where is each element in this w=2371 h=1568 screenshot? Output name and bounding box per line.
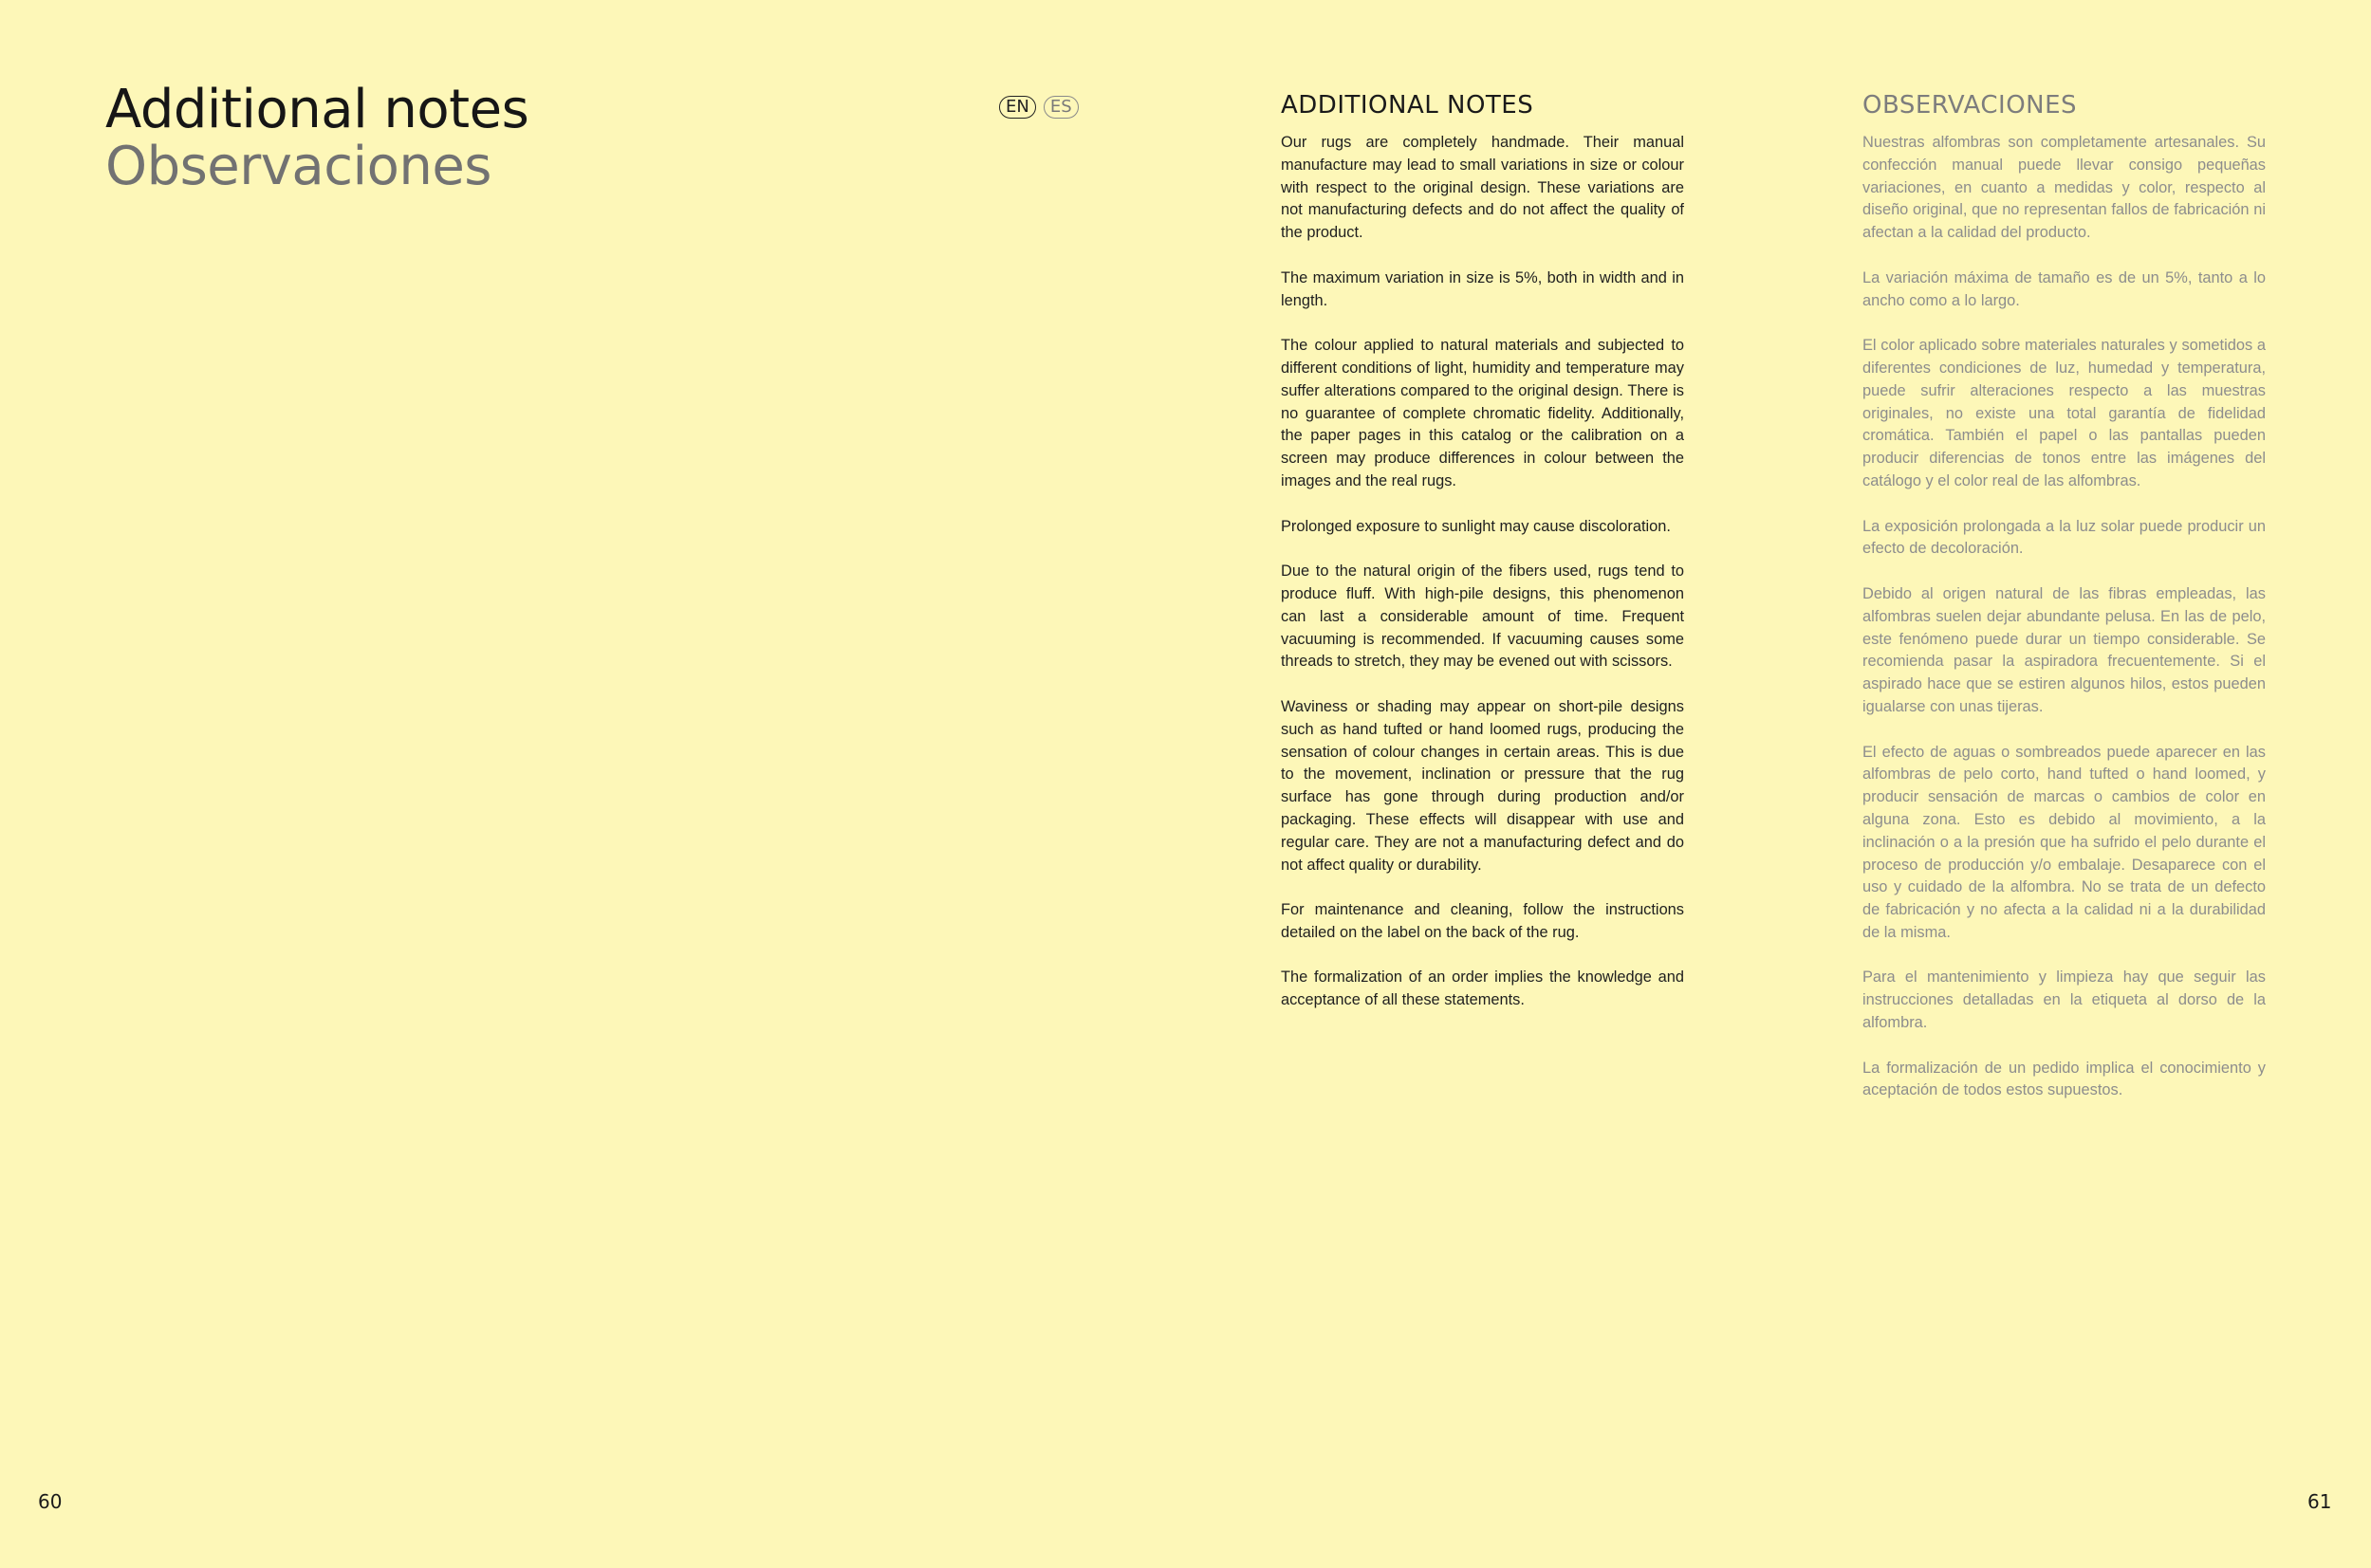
english-notes-column — [1281, 91, 1684, 1035]
spanish-paragraph-size-variation: La variación máxima de tamaño es de un 5%, tanto a lo ancho como a lo largo. — [1862, 268, 2266, 309]
spanish-paragraph-order-acceptance: La formalización de un pedido implica el conocimiento y aceptación de todos estos supuestos. — [1862, 1059, 2266, 1099]
spanish-paragraph-handmade: Nuestras alfombras son completamente artesanales. Su confección manual puede llevar consigo pequeñas variaciones, en cuanto a medidas y color, respecto al diseño original, que no representan fallos de fabricación ni afectan a la calidad del producto. — [1862, 134, 2266, 242]
page-title-spanish: Observaciones — [105, 136, 491, 197]
spanish-paragraph-maintenance: Para el mantenimiento y limpieza hay que seguir las instrucciones detalladas en la etiqueta al dorso de la alfombra. — [1862, 968, 2266, 1032]
english-paragraph-handmade: Our rugs are completely handmade. Their manual manufacture may lead to small variations in size or colour with respect to the original design. These variations are not manufacturing defects and do not affect the quality of the product. — [1281, 134, 1684, 242]
page-number-right: 61 — [2307, 1490, 2332, 1513]
page-title-english: Additional notes — [105, 79, 529, 140]
spanish-notes-column — [1862, 91, 2266, 1125]
english-paragraph-sunlight: Prolonged exposure to sunlight may cause discoloration. — [1281, 517, 1671, 535]
english-paragraph-size-variation: The maximum variation in size is 5%, both in width and in length. — [1281, 268, 1684, 309]
english-paragraph-waviness: Waviness or shading may appear on short-pile designs such as hand tufted or hand loomed rugs, producing the sensation of colour changes in certain areas. This is due to the movement, inclination or pressure that the rug surface has gone through during production and/or packaging. These effects will disappear with use and regular care. They are not a manufacturing defect and do not affect quality or durability. — [1281, 697, 1684, 874]
page-number-left: 60 — [38, 1490, 63, 1513]
english-paragraph-order-acceptance: The formalization of an order implies the knowledge and acceptance of all these statements. — [1281, 968, 1684, 1009]
english-paragraph-colour: The colour applied to natural materials and subjected to different conditions of light, humidity and temperature may suffer alterations compared to the original design. There is no guarantee of complete chromatic fidelity. Additionally, the paper pages in this catalog or the calibration on a screen may produce differences in colour between the images and the real rugs. — [1281, 337, 1684, 489]
spanish-paragraph-fluff: Debido al origen natural de las fibras empleadas, las alfombras suelen dejar abundante pelusa. En las de pelo, este fenómeno puede durar un tiempo considerable. Se recomienda pasar la aspiradora frecuentemente. Si el aspirado hace que se estiren algunos hilos, estos pueden igualarse con unas tijeras. — [1862, 584, 2266, 715]
language-en-button[interactable]: EN — [999, 96, 1036, 119]
language-switch — [999, 96, 1079, 119]
spanish-paragraph-sunlight: La exposición prolongada a la luz solar puede producir un efecto de decoloración. — [1862, 517, 2266, 558]
language-es-button[interactable]: ES — [1044, 96, 1079, 119]
spanish-paragraph-colour: El color aplicado sobre materiales naturales y sometidos a diferentes condiciones de luz, humedad y temperatura, puede sufrir alteraciones respecto a las muestras originales, no existe una total garantía de fidelidad cromática. También el papel o las pantallas pueden producir diferencias de tonos entre las imágenes del catálogo y el color real de las alfombras. — [1862, 337, 2266, 489]
spanish-paragraph-waviness: El efecto de aguas o sombreados puede aparecer en las alfombras de pelo corto, hand tufted o hand loomed, y producir sensación de marcas o cambios de color en alguna zona. Esto es debido al movimiento, a la inclinación o a la presión que ha sufrido el pelo durante el proceso de producción y/o embalaje. Desaparece con el uso y cuidado de la alfombra. No se trata de un defecto de fabricación y no afecta a la calidad ni a la durabilidad de la misma. — [1862, 743, 2266, 941]
spanish-notes-heading: OBSERVACIONES — [1862, 91, 2078, 120]
english-notes-heading: ADDITIONAL NOTES — [1281, 91, 1534, 120]
english-paragraph-maintenance: For maintenance and cleaning, follow the instructions detailed on the label on the back of the rug. — [1281, 901, 1684, 941]
page-title — [105, 79, 529, 197]
english-paragraph-fluff: Due to the natural origin of the fibers used, rugs tend to produce fluff. With high-pile designs, this phenomenon can last a considerable amount of time. Frequent vacuuming is recommended. If vacuuming causes some threads to stretch, they may be evened out with scissors. — [1281, 563, 1684, 671]
